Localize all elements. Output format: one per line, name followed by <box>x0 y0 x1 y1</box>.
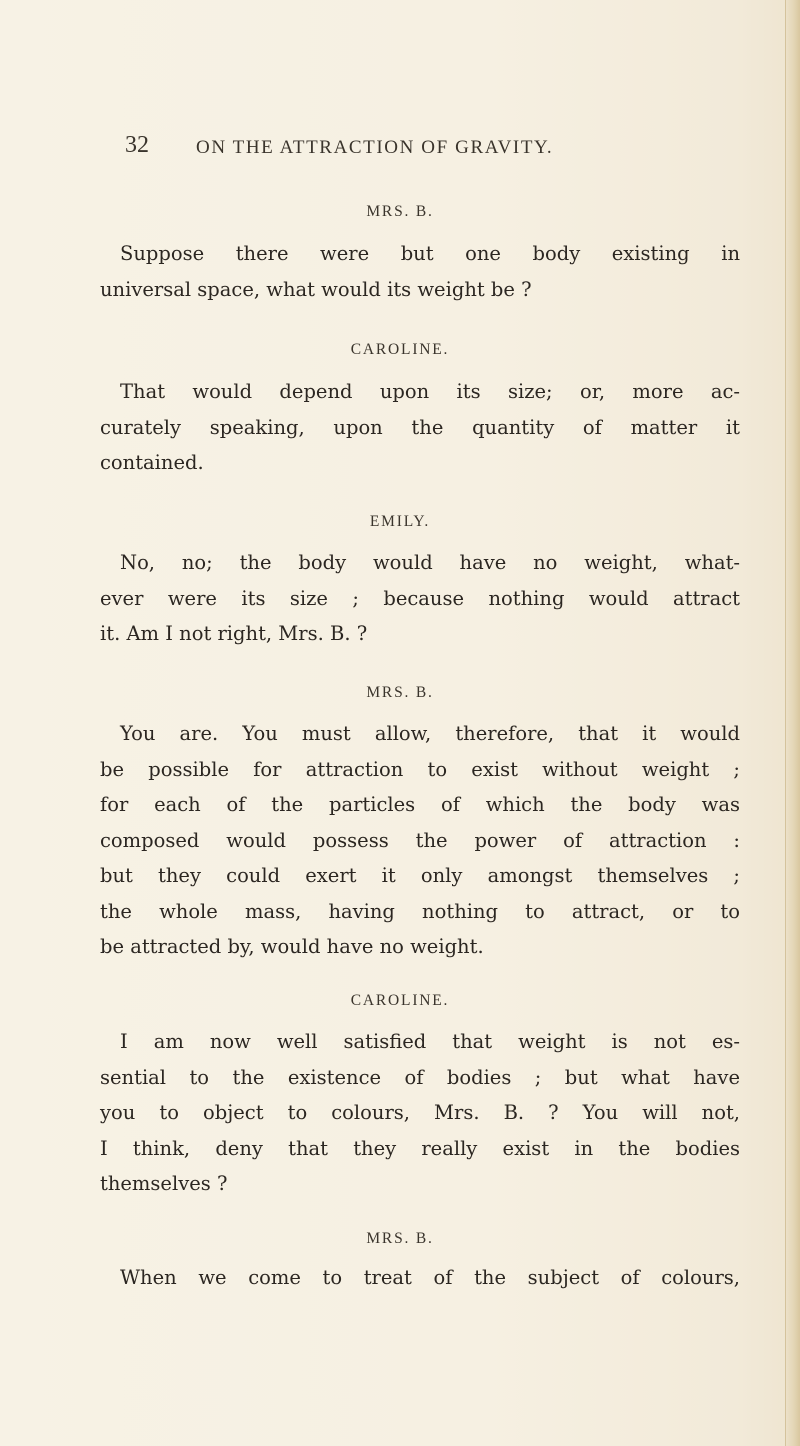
speaker-heading: EMILY. <box>369 513 431 530</box>
running-head: ON THE ATTRACTION OF GRAVITY. <box>196 137 554 158</box>
text-line: you to object to colours, Mrs. B. ? You will not, <box>100 1101 740 1124</box>
text-line: Suppose there were but one body existing in <box>120 242 740 265</box>
text-line: the whole mass, having nothing to attract, or to <box>100 899 740 923</box>
dialogue-paragraph <box>100 1024 740 1202</box>
text-line: themselves ? <box>100 1172 228 1195</box>
speaker-heading: CAROLINE. <box>350 992 450 1009</box>
text-line: That would depend upon its size; or, more ac- <box>120 380 740 403</box>
speaker-heading: CAROLINE. <box>350 341 450 358</box>
text-line: I think, deny that they really exist in the bodies <box>100 1136 740 1160</box>
dialogue-paragraph <box>100 716 740 965</box>
page-number: 32 <box>125 132 149 158</box>
text-line: for each of the particles of which the body was <box>100 793 740 816</box>
text-line: curately speaking, upon the quantity of matter it <box>100 415 740 439</box>
speaker-heading: MRS. B. <box>366 203 434 220</box>
dialogue-paragraph <box>100 545 740 652</box>
speaker-heading: MRS. B. <box>366 1230 434 1247</box>
speaker-heading: MRS. B. <box>366 684 434 701</box>
text-line: but they could exert it only amongst themselves ; <box>100 864 740 887</box>
text-line: contained. <box>100 451 204 474</box>
text-line: sential to the existence of bodies ; but what have <box>100 1065 740 1089</box>
dialogue-paragraph <box>100 236 740 307</box>
text-line: ever were its size ; because nothing would attract <box>100 586 740 610</box>
text-line: When we come to treat of the subject of colours, <box>120 1266 740 1289</box>
text-line: No, no; the body would have no weight, what- <box>120 551 740 574</box>
text-line: be possible for attraction to exist without weight ; <box>100 757 740 781</box>
text-line: it. Am I not right, Mrs. B. ? <box>100 622 368 645</box>
text-line: universal space, what would its weight be ? <box>100 277 532 301</box>
dialogue-paragraph <box>100 1260 740 1296</box>
dialogue-paragraph <box>100 374 740 481</box>
text-line: be attracted by, would have no weight. <box>100 935 484 958</box>
text-line: You are. You must allow, therefore, that it would <box>120 722 740 745</box>
text-line: composed would possess the power of attraction : <box>100 828 740 852</box>
text-line: I am now well satisfied that weight is not es- <box>120 1030 740 1053</box>
